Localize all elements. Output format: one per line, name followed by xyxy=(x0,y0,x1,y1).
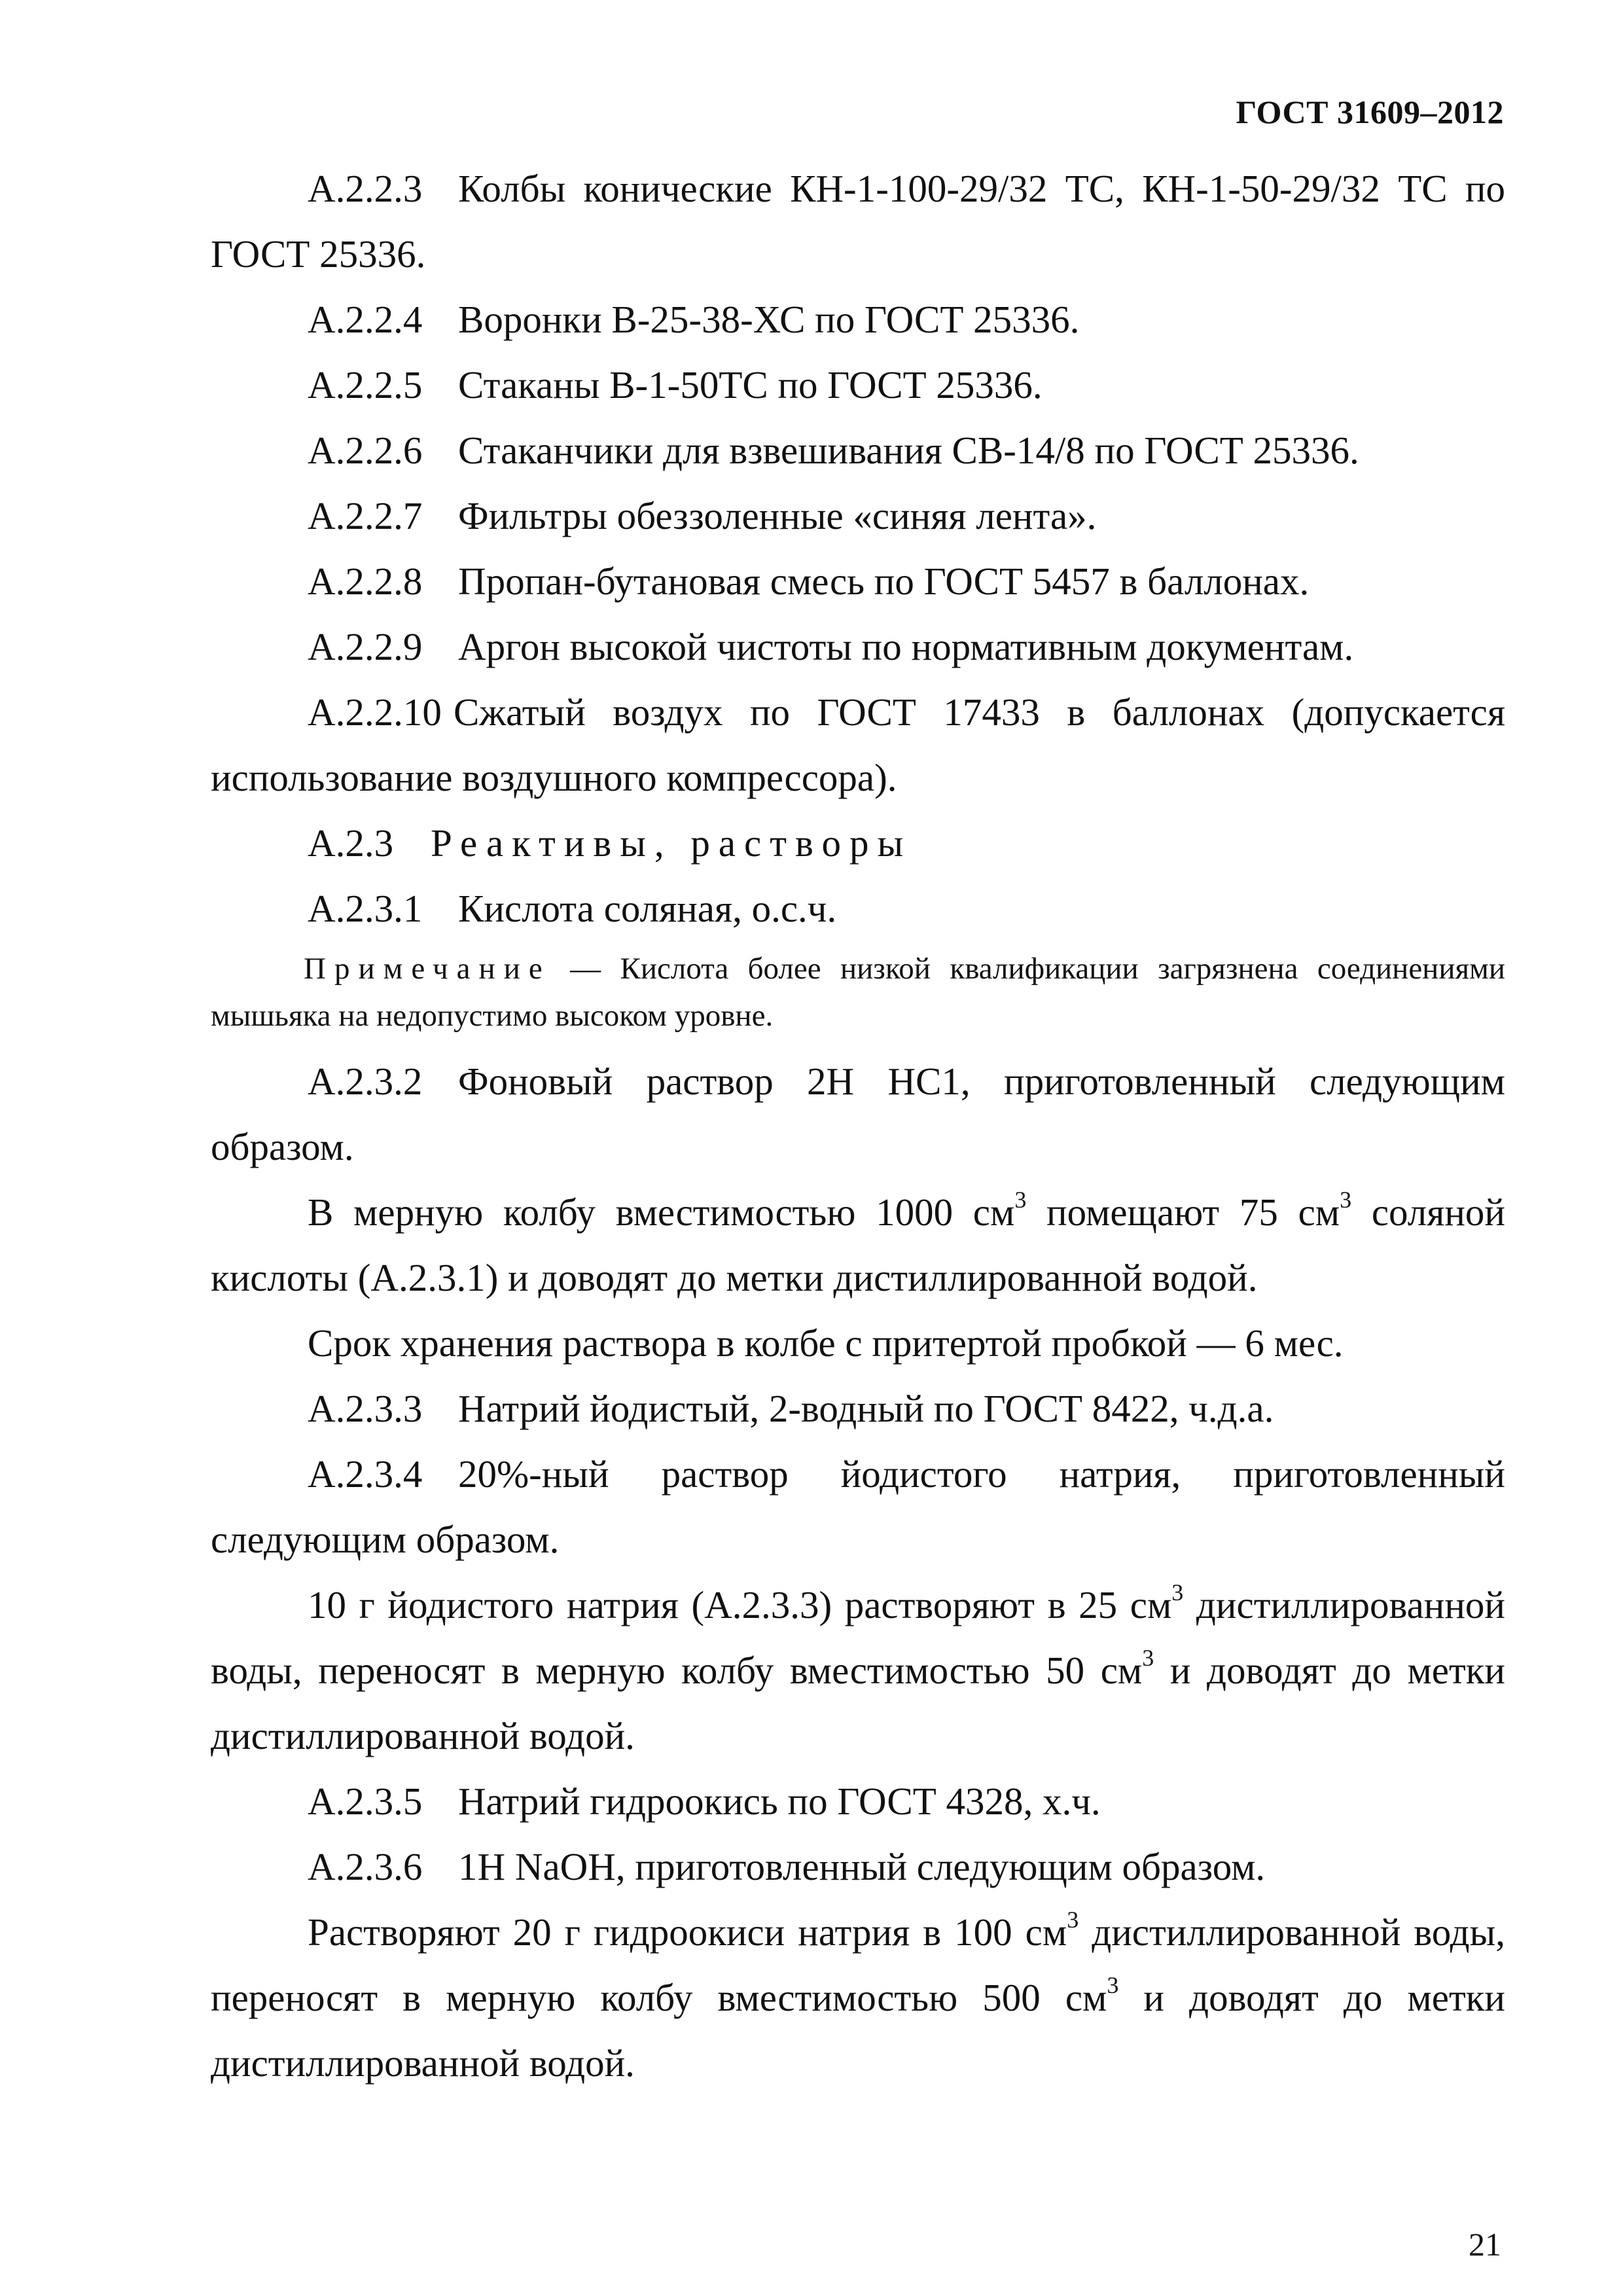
paragraph-continuation: дистиллированной водой. xyxy=(211,2041,635,2085)
note-text: — Кислота более низкой квалификации загрязнена соединениями xyxy=(550,952,1505,986)
clause-number: А.2.3.5 xyxy=(308,1780,423,1823)
paragraph-line xyxy=(211,1638,1505,1703)
paragraph-text: дистиллированной xyxy=(1183,1583,1505,1626)
clause-number: А.2.3.3 xyxy=(308,1387,423,1430)
clause-continuation: образом. xyxy=(211,1125,354,1168)
superscript: 3 xyxy=(1014,1187,1027,1213)
clause-number: А.2.2.10 xyxy=(308,691,442,734)
paragraph-text: воды, переносят в мерную колбу вместимостью 50 см xyxy=(211,1649,1143,1692)
clause-a2-2-5 xyxy=(211,352,1505,418)
note xyxy=(211,941,1505,992)
clause-a2-3-3 xyxy=(211,1376,1505,1441)
clause-text: Аргон высокой чистоты по нормативным документам. xyxy=(458,625,1354,668)
note-label: Примечание xyxy=(304,952,551,986)
clause-text: 20%-ный раствор йодистого натрия, приготовленный xyxy=(458,1452,1505,1496)
clause-text: Стаканы В-1-50ТС по ГОСТ 25336. xyxy=(458,363,1043,406)
clause-text: Воронки В-25-38-ХС по ГОСТ 25336. xyxy=(458,298,1080,341)
clause-text: Натрий йодистый, 2-водный по ГОСТ 8422, ч.д.а. xyxy=(458,1387,1274,1430)
paragraph-naoh-preparation xyxy=(211,1899,1505,1965)
clause-text: Пропан-бутановая смесь по ГОСТ 5457 в баллонах. xyxy=(458,560,1310,603)
clause-a2-2-9 xyxy=(211,614,1505,679)
paragraph-text: помещают 75 см xyxy=(1026,1191,1340,1234)
clause-a2-3-4 xyxy=(211,1441,1505,1507)
superscript: 3 xyxy=(1171,1579,1184,1606)
paragraph-text: В мерную колбу вместимостью 1000 см xyxy=(308,1191,1015,1234)
clause-number: А.2.3.6 xyxy=(308,1845,423,1888)
clause-number: А.2.3.2 xyxy=(308,1060,423,1103)
clause-a2-2-10 xyxy=(211,679,1505,745)
superscript: 3 xyxy=(1107,1972,1119,1999)
section-title: Реактивы, растворы xyxy=(431,821,912,865)
clause-a2-2-8 xyxy=(211,548,1505,614)
clause-text: Фоновый раствор 2Н НС1, приготовленный следующим xyxy=(458,1060,1505,1103)
paragraph-text: и доводят до метки xyxy=(1118,1976,1505,2019)
superscript: 3 xyxy=(1142,1645,1154,1672)
clause-number: А.2.2.8 xyxy=(308,560,423,603)
clause-number: А.2.2.5 xyxy=(308,363,423,406)
clause-number: А.2.2.9 xyxy=(308,625,423,668)
clause-number: А.2.2.4 xyxy=(308,298,423,341)
superscript: 3 xyxy=(1067,1907,1079,1933)
paragraph-text: переносят в мерную колбу вместимостью 500 см xyxy=(211,1976,1107,2019)
clause-a2-2-6 xyxy=(211,418,1505,483)
paragraph-line xyxy=(211,1965,1505,2030)
section-a2-3 xyxy=(211,810,1505,876)
clause-number: А.2.2.6 xyxy=(308,429,423,472)
paragraph-text: Растворяют 20 г гидроокиси натрия в 100 см xyxy=(308,1910,1067,1954)
paragraph-continuation: кислоты (А.2.3.1) и доводят до метки дистиллированной водой. xyxy=(211,1256,1258,1299)
clause-a2-2-4 xyxy=(211,287,1505,352)
page-content xyxy=(211,156,1505,2096)
paragraph-text: 10 г йодистого натрия (А.2.3.3) растворяют в 25 см xyxy=(308,1583,1172,1626)
clause-text: Сжатый воздух по ГОСТ 17433 в баллонах (допускается xyxy=(454,691,1505,734)
paragraph-text: и доводят до метки xyxy=(1154,1649,1505,1692)
clause-number: А.2.3.1 xyxy=(308,887,423,930)
clause-a2-3-5 xyxy=(211,1768,1505,1834)
clause-text: Кислота соляная, о.с.ч. xyxy=(458,887,837,930)
section-number: А.2.3 xyxy=(308,821,394,865)
clause-text: Стаканчики для взвешивания СВ-14/8 по ГОСТ 25336. xyxy=(458,429,1359,472)
clause-a2-2-7 xyxy=(211,483,1505,548)
paragraph-continuation: дистиллированной водой. xyxy=(211,1714,635,1757)
clause-text: Натрий гидроокись по ГОСТ 4328, х.ч. xyxy=(458,1780,1101,1823)
paragraph-text: соляной xyxy=(1351,1191,1505,1234)
clause-text: 1Н NaOH, приготовленный следующим образом. xyxy=(458,1845,1266,1888)
clause-continuation: ГОСТ 25336. xyxy=(211,232,426,276)
clause-number: А.2.3.4 xyxy=(308,1452,423,1496)
paragraph-storage: Срок хранения раствора в колбе с притертой пробкой — 6 мес. xyxy=(308,1321,1344,1365)
clause-a2-3-6 xyxy=(211,1834,1505,1899)
paragraph-nai-preparation xyxy=(211,1572,1505,1638)
paragraph-text: дистиллированной воды, xyxy=(1079,1910,1505,1954)
clause-continuation: использование воздушного компрессора). xyxy=(211,756,897,799)
clause-number: А.2.2.3 xyxy=(308,167,423,210)
clause-a2-3-2 xyxy=(211,1049,1505,1114)
note-continuation: мышьяка на недопустимо высоком уровне. xyxy=(211,999,774,1033)
paragraph-hcl-preparation xyxy=(211,1179,1505,1245)
clause-a2-2-3 xyxy=(211,156,1505,221)
clause-continuation: следующим образом. xyxy=(211,1518,560,1561)
clause-a2-3-1 xyxy=(211,876,1505,941)
clause-text: Колбы конические КН-1-100-29/32 ТС, КН-1-50-29/32 ТС по xyxy=(458,167,1505,210)
document-header: ГОСТ 31609–2012 xyxy=(1236,94,1504,130)
clause-number: А.2.2.7 xyxy=(308,494,423,537)
superscript: 3 xyxy=(1340,1187,1352,1213)
page-number: 21 xyxy=(1469,2226,1501,2263)
clause-text: Фильтры обеззоленные «синяя лента». xyxy=(458,494,1097,537)
